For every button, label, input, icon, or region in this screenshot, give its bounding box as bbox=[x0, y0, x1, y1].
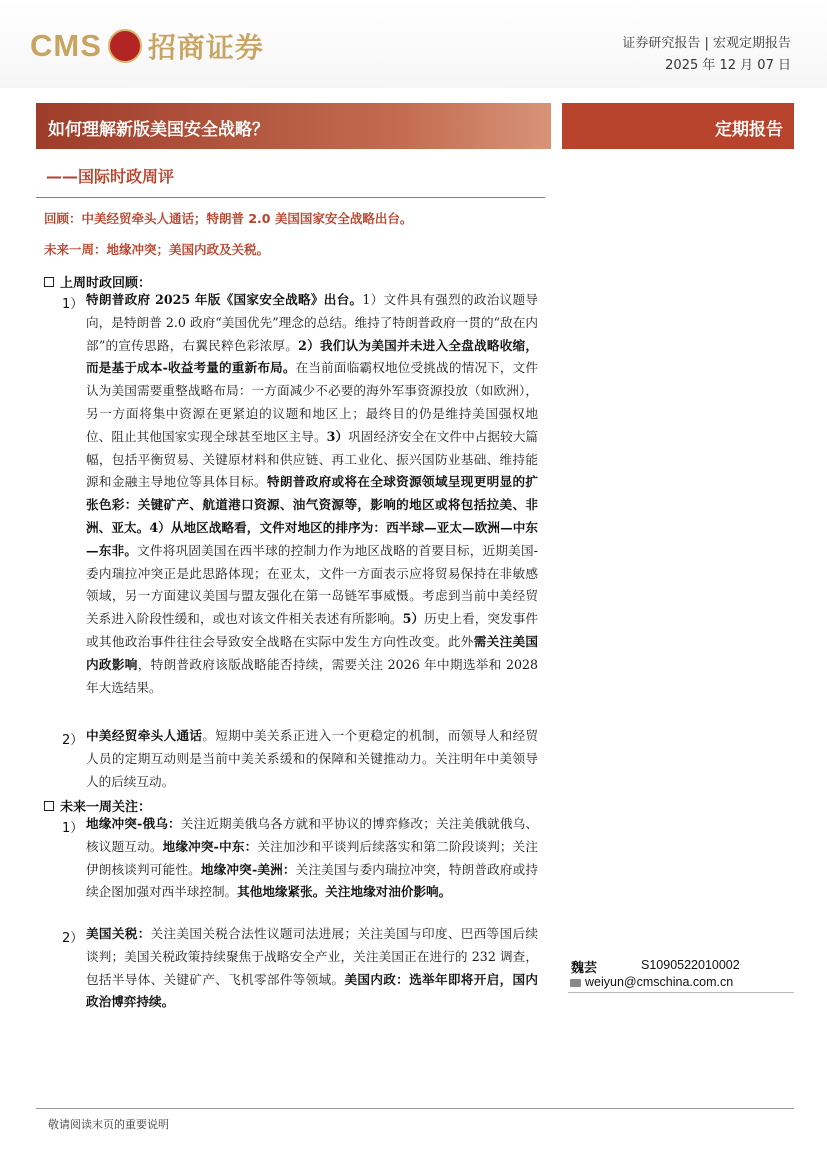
bold-text-run: 其他地缘紧张。关注地缘对油价影响。 bbox=[237, 884, 452, 900]
title-divider bbox=[36, 197, 545, 198]
text-run: 在当前面临霸权地位受挑战的情况下，文件认为美国需要重整战略布局：一方面减少不必要的海外军事资源投放（如欧洲），另一方面将集中资源在更紧迫的议题和地区上；最终目的仍是维持美国强权地位、阻止其他国家实现全球甚至地区主导。 bbox=[86, 360, 538, 444]
bold-text-run: 美国内政：选举年即将开启，国内政治博弈持续。 bbox=[86, 971, 539, 1010]
outlook-item-2 bbox=[86, 923, 538, 1014]
section-heading-text: 未来一周关注： bbox=[60, 800, 152, 815]
review-item-1 bbox=[86, 289, 538, 699]
report-tag: 定期报告 bbox=[715, 120, 783, 140]
text-run: 关注加沙和平谈判后续落实和第二阶段谈判；关注伊朗核谈判可能性。 bbox=[86, 838, 539, 877]
text-run: 历史上看，突发事件或其他政治事件往往会导致安全战略在实际中发生方向性改变。此外 bbox=[86, 611, 539, 649]
checkbox-bullet-icon bbox=[44, 277, 54, 287]
item-number: 2） bbox=[62, 931, 84, 946]
text-run: 关注美国关税合法性议题司法进展；关注美国与印度、巴西等国后续谈判；美国关税政策持续聚焦于战略安全产业，关注美国正在进行的 232 调查，包括半导体、关键矿产、飞机零部件等领域。 bbox=[86, 926, 539, 987]
summary-review: 回顾：中美经贸牵头人通话；特朗普 2.0 美国国家安全战略出台。 bbox=[44, 211, 413, 226]
footer-note: 敬请阅读末页的重要说明 bbox=[48, 1118, 169, 1131]
text-run: 关注美国与委内瑞拉冲突，特朗普政府或持续企图加强对西半球控制。 bbox=[86, 861, 539, 900]
logo-cms-text: CMS bbox=[30, 28, 102, 63]
item-number: 1） bbox=[62, 297, 84, 312]
bold-text-run: 需关注美国内政影响 bbox=[86, 633, 539, 672]
section-heading-text: 上周时政回顾： bbox=[60, 276, 152, 291]
mail-icon bbox=[570, 979, 581, 987]
bold-text-run: 中美经贸牵头人通话 bbox=[86, 728, 203, 743]
bold-text-run: 地缘冲突-中东： bbox=[162, 838, 258, 854]
text-run: 。短期中美关系正进入一个更稳定的机制，而领导人和经贸人员的定期互动则是当前中美关系缓和的保障和关键推动力。关注明年中美领导人的后续互动。 bbox=[86, 728, 539, 789]
text-run: 1）文件具有强烈的政治议题导向，是特朗普 2.0 政府“美国优先”理念的总结。维持了特朗普政府一贯的“敌在内部”的宣传思路，右翼民粹色彩浓厚。 bbox=[86, 292, 538, 353]
bold-text-run: 特朗普政府或将在全球资源领域呈现更明显的扩张色彩：关键矿产、航道港口资源、油气资源等，影响的地区或将包括拉美、非洲、亚太。4）从地区战略看，文件对地区的排序为：西半球—亚太—欧洲—中东—东非。 bbox=[86, 474, 539, 558]
text-run: ，特朗普政府该版战略能否持续，需要关注 2026 年中期选举和 2028 年大选结果。 bbox=[86, 656, 538, 695]
bold-text-run: 3） bbox=[326, 428, 349, 444]
text-run: 文件将巩固美国在西半球的控制力作为地区战略的首要目标，近期美国-委内瑞拉冲突正是此思路体现；在亚太，文件一方面表示应将贸易保持在非敏感领域，另一方面建议美国与盟友强化在第一岛链军事威慑。考虑到当前中美经贸关系进入阶段性缓和，或也对该文件相关表述有所影响。 bbox=[86, 542, 538, 627]
logo-seal-icon bbox=[108, 29, 142, 63]
bold-text-run: 美国关税： bbox=[86, 926, 151, 941]
bold-text-run: 地缘冲突-美洲： bbox=[200, 861, 296, 877]
review-item-2 bbox=[86, 725, 538, 793]
item-number: 1） bbox=[62, 821, 84, 836]
bold-text-run: 5） bbox=[402, 611, 425, 627]
report-date: 2025 年 12 月 07 日 bbox=[665, 58, 791, 73]
bold-text-run: 2）我们认为美国并未进入全盘战略收缩，而是基于成本-收益考量的重新布局。 bbox=[86, 337, 538, 376]
outlook-item-1 bbox=[86, 813, 538, 904]
footer-divider bbox=[36, 1108, 794, 1109]
author-name: 魏芸 bbox=[571, 961, 598, 976]
item-number: 2） bbox=[62, 733, 84, 748]
text-run: 关注近期美俄乌各方就和平协议的博弈修改；关注美俄就俄乌、核议题互动。 bbox=[86, 816, 539, 854]
author-divider bbox=[568, 992, 794, 993]
checkbox-bullet-icon bbox=[44, 801, 54, 811]
summary-outlook: 未来一周：地缘冲突；美国内政及关税。 bbox=[44, 242, 270, 257]
bold-text-run: 特朗普政府 2025 年版《国家安全战略》出台。 bbox=[86, 292, 363, 307]
page-title: 如何理解新版美国安全战略？ bbox=[48, 120, 269, 140]
logo-cn-text: 招商证券 bbox=[147, 31, 264, 64]
author-license-id: S1090522010002 bbox=[641, 958, 740, 972]
report-type: 证券研究报告 | 宏观定期报告 bbox=[622, 36, 791, 51]
subtitle: ——国际时政周评 bbox=[46, 167, 175, 186]
text-run: 巩固经济安全在文件中占据较大篇幅，包括平衡贸易、关键原材料和供应链、再工业化、振兴国防业基础、维持能源和金融主导地位等具体目标。 bbox=[86, 428, 539, 490]
author-email[interactable]: weiyun@cmschina.com.cn bbox=[585, 975, 734, 989]
company-logo bbox=[30, 24, 264, 68]
bold-text-run: 地缘冲突-俄乌： bbox=[86, 816, 181, 831]
